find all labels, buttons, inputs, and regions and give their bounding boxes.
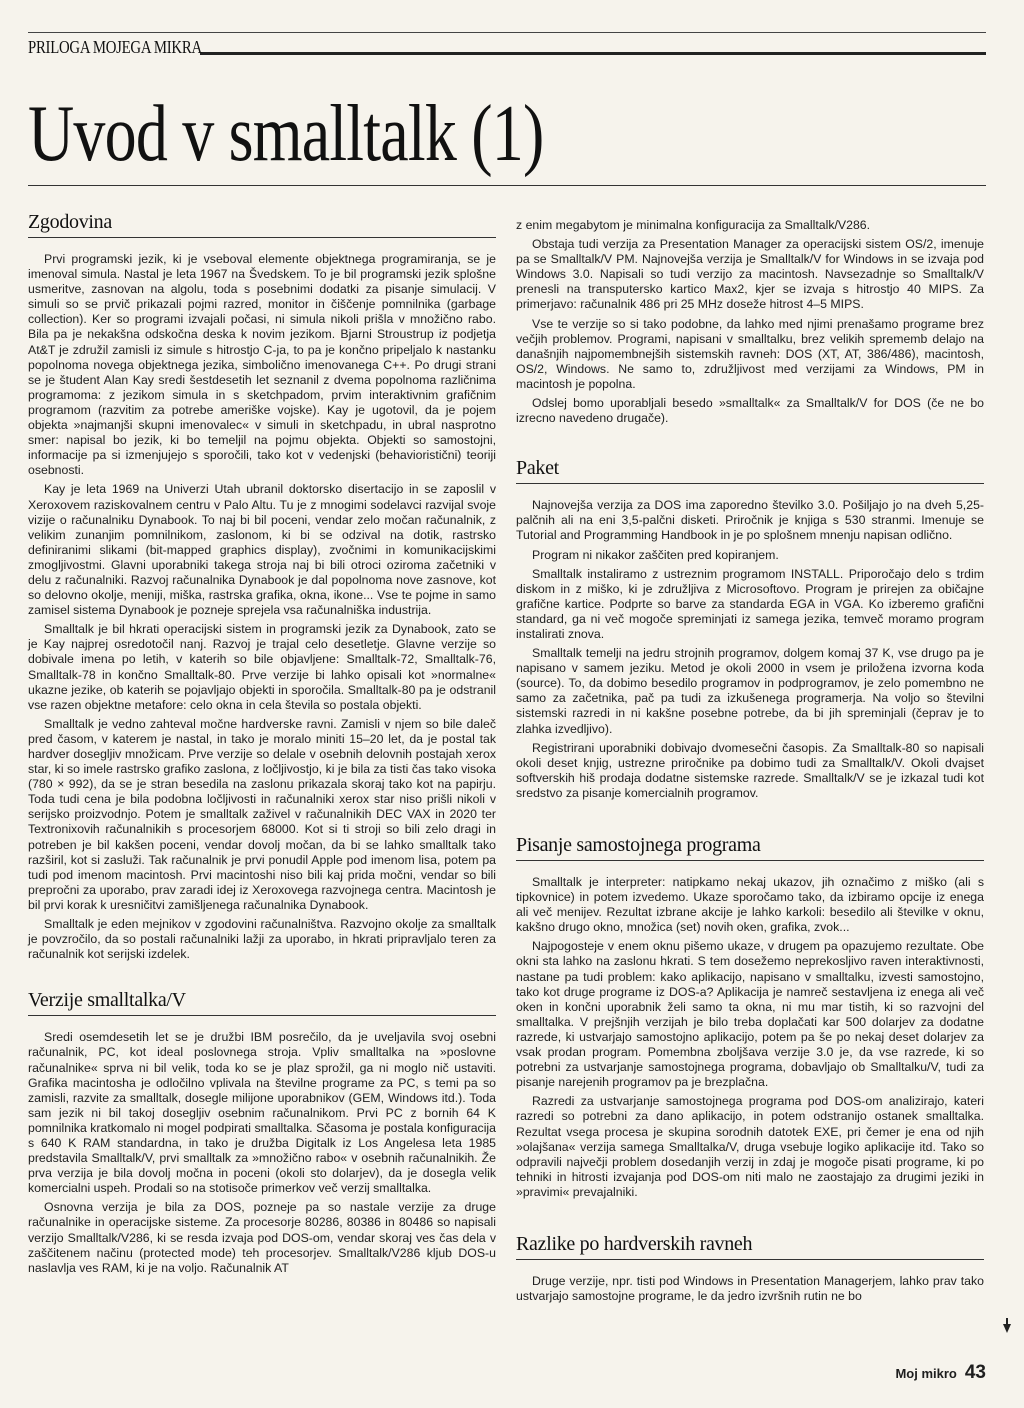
- paragraph: Odslej bomo uporabljali besedo »smalltalk« za Smalltalk/V for DOS (če ne bo izrecno navedeno drugače).: [516, 396, 984, 426]
- paragraph: Obstaja tudi verzija za Presentation Manager za operacijski sistem OS/2, imenuje pa se Smalltalk/V PM. Najnovejša verzija je Smalltalk/V for Windows in se izvaja pod Windows 3.0. Napisali so tudi verzijo za macintosh. Navsezadnje so Smalltalk/V prenesli na transputersko kartico Max2, kjer se izvaja s hitrostjo 40 MIPS. Za primerjavo: računalnik 486 pri 25 MHz doseže hitrost 4–5 MIPS.: [516, 237, 984, 312]
- title-rule: [28, 185, 986, 186]
- paragraph: Vse te verzije so si tako podobne, da lahko med njimi prenašamo programe brez večjih problemov. Programi, napisani v smalltalku, brez velikih sprememb delajo na današnjih najpomembnejših sistemskih ravneh: DOS (XT, AT, 386/486), macintosh, OS/2, Windows. Ne samo to, združljivost med verzijami za Windows, PM in macintosh je popolna.: [516, 316, 984, 391]
- page-footer: [895, 1362, 986, 1392]
- paragraph: Najnovejša verzija za DOS ima zaporedno številko 3.0. Pošiljajo jo na dveh 5,25-palčnih ali na eni 3,5-palčni disketi. Priročnik je knjiga s 530 stranmi. Imenuje se Tutorial and Programming Handbook in je po splošnem mnenju napisan odlično.: [516, 498, 984, 543]
- heading-verzije-wrap: [28, 988, 496, 1016]
- paragraph: z enim megabytom je minimalna konfiguracija za Smalltalk/V286.: [516, 218, 871, 232]
- paragraph: Sredi osemdesetih let se je družbi IBM posrečilo, da je uveljavila svoj osebni računalnik, PC, kot ideal poslovnega stroja. Vpliv smalltalka na »poslovne računalnike« sprva ni bil velik, toda ko se je plaz sprožil, ga ni moglo nič ustaviti. Grafika macintosha je odločilno vplivala na številne programe za PC, s temi pa so zamisli, razvite za smalltalk, dosegle milijone uporabnikov (GEM, Windows itd.). Toda sam jezik ni bil takoj dosegljiv osebnim računalnikom. Prvi PC z bornih 64 K pomnilnika kratkomalo ni mogel podpirati smalltalka. Sčasoma je postala konfiguracija s 640 K RAM standardna, in tako je družba Digitalk iz Los Angelesa leta 1985 predstavila Smalltalk/V, prvi smalltalk za »množično rabo« v osebnih računalnikih. Že prva verzija je bila dovolj močna in poceni (okoli sto dolarjev), da je dosegla velik komercialni uspeh. Prodali so na stotisoče primerkov več verzij smalltalka.: [28, 1030, 496, 1196]
- paragraph: Registrirani uporabniki dobivajo dvomesečni časopis. Za Smalltalk-80 so napisali okoli deset knjig, ustrezne priročnike pa dobimo tudi za Smalltalk/V. Okoli dvajset softverskih hiš prodaja dodatne sistemske razrede. Smalltalk/V se je izkazal tudi kot sredstvo za pisanje komercialnih programov.: [516, 740, 984, 800]
- section-rule: [200, 52, 986, 55]
- heading-zgodovina-wrap: [28, 210, 496, 238]
- heading-zgodovina: Zgodovina: [28, 211, 112, 233]
- paragraph: Prvi programski jezik, ki je vseboval elemente objektnega programiranja, se je imenoval simula. Nastal je leta 1967 na Švedskem. To je bil programski jezik splošne usmeritve, zasnovan na algolu, toda s posebnimi dodatki za pisanje simulacij. V simuli so se prvič prikazali pojmi razred, monitor in čiščenje pomnilnika (garbage collection). Ker so programi izvajali počasi, ni simula nikoli prišla v množično rabo. Bila pa je nekakšna odskočna deska k novim jezikom. Bjarni Stroustrup iz podjetja At&T je združil zamisli iz simule s hitrostjo C-ja, to pa je končno pripeljalo k nastanku popolnoma novega objektnega jezika, simbolično imenovanega C++. Po drugi strani se je študent Alan Kay sredi šestdesetih let seznanil z dvema popolnoma različnima programoma: z jezikom simula in s sketchpadom, prvim interaktivnim grafičnim programom (razvitim za potrebe ameriške vojske). Kay je ugotovil, da je pojem objekta »najmanjši skupni imenovalec« v simuli in sketchpadu, in ubral nasprotno smer: napisal bo jezik, ki bo temeljil na pojmu objekta. Objekti so samostojni, informacije pa si izmenjujejo s sporočili, tako kot v vedenjski (behavioristični) teoriji osebnosti.: [28, 252, 496, 478]
- heading-pisanje-wrap: [516, 833, 984, 861]
- paragraph: Smalltalk je vedno zahteval močne hardverske ravni. Zamisli v njem so bile daleč pred časom, v katerem je nastal, in tako je moralo miniti 15–20 let, da je postal tak hardver dosegljiv množicam. Prve verzije so delale v osebnih delovnih postajah xerox star, ki so imele rastrsko grafiko zaslona, z ločljivostjo, ki je bila za tisti čas tako visoka (780 × 992), da se je stran besedila na zaslonu prikazala skoraj tako kot na papirju. Toda tudi cena je bila podobna ločljivosti in računalniki xerox star niso prišli nikoli v serijsko proizvodnjo. Potem je smalltalk zaživel v računalnikih DEC VAX in 2020 ter Textronixovih računalnikih s procesorjem 68000. Kot si ti stroji so bili zelo dragi in potreben je bil kakšen poceni, vendar dovolj močan, da bi se lahko smalltalk tako razširil, kot si zasluži. Tak računalnik je prvi ponudil Apple pod imenom lisa, potem pa tudi pod imenom macintosh. Prvi macintoshi niso bili kaj prida močni, vendar so bili prepročni za uporabo, prav zaradi idej iz Xeroxovega razvojnega centra. Macintosh je bil prvi korak k uresničitvi zamišljenega računalnika Dynabook.: [28, 716, 496, 912]
- page-number: 43: [964, 1362, 986, 1383]
- paragraph: Smalltalk temelji na jedru strojnih programov, dolgem komaj 37 K, vse drugo pa je napisano v samem jeziku. Metod je okoli 2000 in vsem je priložena izvorna koda (source). To, da dobimo besedilo programov in podprogramov, je zelo pomembno ne samo za začetnika, pač pa tudi za izkušenega programerja. Na voljo so številni sistemski razredi in ni kakšne posebne potrebe, da bi jih spreminjali (čeprav je to zlahka izvedljivo).: [516, 646, 984, 736]
- paragraph: Program ni nikakor zaščiten pred kopiranjem.: [532, 547, 779, 562]
- paragraph: Osnovna verzija je bila za DOS, pozneje pa so nastale verzije za druge računalnike in operacijske sisteme. Za procesorje 80286, 80386 in 80486 so napisali verzijo Smalltalk/V286, ki se resda izvaja pod DOS-om, vendar skoraj ves čas dela v zaščitenem načinu (protected mode) teh procesorjev. Smalltalk/V286 kljub DOS-u naslavlja ves RAM, ki je na voljo. Računalnik AT: [28, 1200, 496, 1275]
- heading-razlike-wrap: [516, 1232, 984, 1260]
- heading-pisanje: Pisanje samostojnega programa: [516, 834, 761, 856]
- section-label-text: PRILOGA MOJEGA MIKRA: [28, 37, 202, 57]
- heading-verzije: Verzije smalltalka/V: [28, 989, 186, 1012]
- paragraph: Razredi za ustvarjanje samostojnega programa pod DOS-om analizirajo, kateri razredi so potrebni za dano aplikacijo, in potem odstranijo ostanek smalltalka. Rezultat vsega procesa je skupina sorodnih datotek EXE, pri čemer je ena od njih »olajšana« verzija samega Smalltalka/V, druga vsebuje logiko aplikacije itd. Tako so odpravili največji problem dosedanjih verzij in zdaj je mogoče pisati programe, ki po tehniki in hitrosti izvajanja pod DOS-om niti malo ne zaostajajo za drugimi jeziki in »pravimi« prevajalniki.: [516, 1094, 984, 1199]
- heading-paket-wrap: [516, 456, 984, 484]
- paragraph: Smalltalk je bil hkrati operacijski sistem in programski jezik za Dynabook, zato se je Kay najprej osredotočil nanj. Razvoj je trajal celo desetletje. Glavne verzije so dobivale imena po letih, v katerih so bile objavljene: Smalltalk-72, Smalltalk-76, Smalltalk-78 in končno Smalltalk-80. Prve verzije bi lahko opisali kot »normalne« ukazne jezike, ob katerih se pojavljajo objekti in sporočila. Smalltalk-80 pa je odstranil vse razen objektne metafore: celo okna in cela števila so postala objekti.: [28, 622, 496, 712]
- right-column: [516, 218, 984, 1308]
- section-label: [28, 30, 986, 60]
- paragraph: Kay je leta 1969 na Univerzi Utah ubranil doktorsko disertacijo in se zaposlil v Xeroxovem raziskovalnem centru v Palo Altu. Tu je z mnogimi sodelavci razvijal svoje vizije o računalniku Dynabook. To naj bi bil poceni, vendar zelo močan računalnik, z velikim zunanjim pomnilnikom, zaslonom, ki bi se odzival na dotik, rastrsko definiranimi slikami (bit-mapped graphics display), zvočnimi in komunikacijskimi zmogljivostmi. Glavni uporabniki takega stroja naj bi bili otroci oziroma začetniki v delu z računalniki. Razvoj računalnika Dynabook je dal popolnoma nove zasnove, kot so delovno okolje, meniji, miška, rastrska grafika, okna, ikone... Vse te pojme in samo zamisel sistema Dynabook je pozneje sprejela vsa računalniška industrija.: [28, 482, 496, 618]
- heading-razlike: Razlike po hardverskih ravneh: [516, 1232, 753, 1255]
- paragraph: Smalltalk je eden mejnikov v zgodovini računalništva. Razvojno okolje za smalltalk je povzročilo, da so postali računalniki lažji za uporabo, in hkrati pripravljalo teren za računalnik kot serijski izdelek.: [28, 917, 496, 962]
- paragraph: Druge verzije, npr. tisti pod Windows in Presentation Managerjem, lahko prav tako ustvarjajo samostojne programe, le da jedro izvršnih rutin ne bo: [516, 1273, 984, 1304]
- arrow-down-icon: [1002, 1318, 1012, 1334]
- paragraph: Najpogosteje v enem oknu pišemo ukaze, v drugem pa opazujemo rezultate. Obe okni sta lahko na zaslonu hkrati. S tem dosežemo neprekosljivo raven interaktivnosti, nastane pa tudi problem: kako aplikacijo, napisano v smalltalku, izvesti samostojno, tako kot druge programe iz DOS-a? Aplikacija je namreč sestavljena iz enega ali več oken in končni uporabnik želi samo ta okna, ni mu mar tistih, ki so razvojni del smalltalka. V prejšnjih verzijah je bilo treba doplačati kar 500 dolarjev za dodatne razrede, ki ustvarjajo samostojno aplikacijo, potem pa še po nekaj deset dolarjev za vsak prodan program. Pomembna zboljšava verzije 3.0 je, da vse razrede, ki so potrebni za ustvarjanje samostojnega programa, dobavljajo ob Smalltalku/V, tudi za pisanje narejenih programov pa je brezplačna.: [516, 939, 984, 1090]
- article-title: Uvod v smalltalk (1): [28, 90, 544, 178]
- paragraph: Smalltalk je interpreter: natipkamo nekaj ukazov, jih označimo z miško (ali s tipkovnice) in potem izvedemo. Ukaze sporočamo tako, da izbiramo opcije iz enega ali več menijev. Rezultat izbrane akcije je lahko karkoli: besedilo ali številke v oknu, kakšno drugo okno, množica (set) novih oken, grafika, zvok...: [516, 875, 984, 935]
- paragraph: Smalltalk instaliramo z ustreznim programom INSTALL. Priporočajo delo s trdim diskom in z miško, ki je združljiva z Microsoftovo. Program je prirejen za običajne grafične kartice. Podprte so barve za standarda EGA in VGA. Ko izberemo grafični standard, ga ni več mogoče spreminjati iz samega jezika, temveč moramo program instalirati znova.: [516, 566, 984, 641]
- left-column: [28, 210, 496, 1280]
- magazine-name: Moj mikro: [895, 1366, 957, 1381]
- heading-paket: Paket: [516, 457, 559, 480]
